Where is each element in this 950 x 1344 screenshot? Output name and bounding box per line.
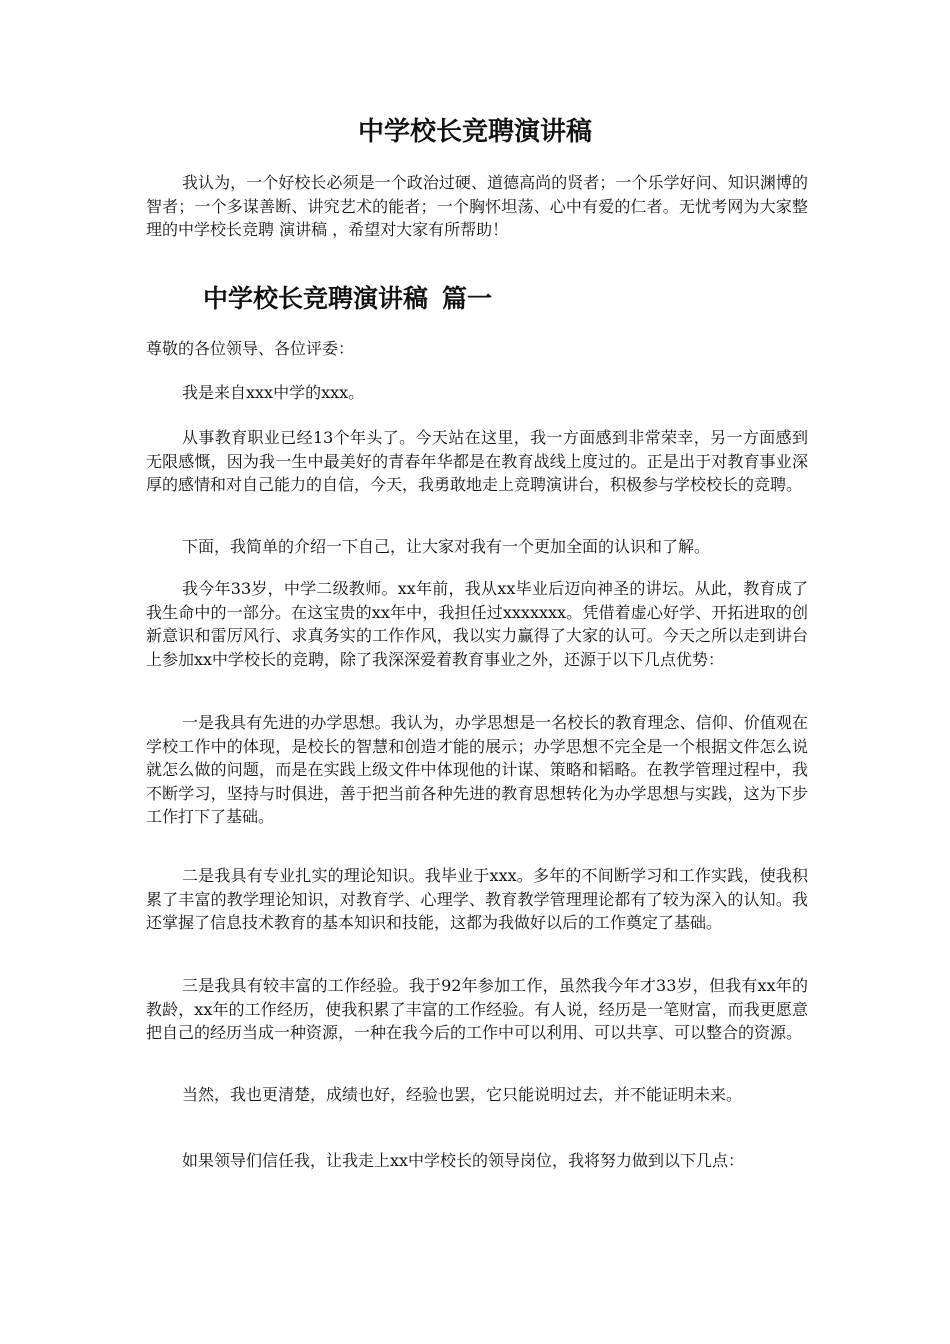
paragraph-block-1 xyxy=(146,381,808,405)
paragraph-block-0 xyxy=(146,337,808,361)
paragraph-block-4 xyxy=(146,577,808,671)
paragraph-block-8 xyxy=(146,1083,808,1107)
intro-block xyxy=(146,171,808,242)
paragraph-block-7 xyxy=(146,974,808,1045)
body-paragraph: 下面，我简单的介绍一下自己，让大家对我有一个更加全面的认识和了解。 xyxy=(182,537,711,556)
paragraph-block-5 xyxy=(146,711,808,829)
body-paragraph: 从事教育职业已经13个年头了。今天站在这里，我一方面感到非常荣幸，另一方面感到无限感慨，因为我一生中最美好的青春年华都是在教育战线上度过的。正是出于对教育事业深厚的感情和对自己能力的自信，今天，我勇敢地走上竞聘演讲台，积极参与学校校长的竞聘。 xyxy=(146,428,808,494)
body-paragraph: 三是我具有较丰富的工作经验。我于92年参加工作，虽然我今年才33岁，但我有xx年的教龄，xx年的工作经历，使我积累了丰富的工作经验。有人说，经历是一笔财富，而我更愿意把自己的经历当成一种资源，一种在我今后的工作中可以利用、可以共享、可以整合的资源。 xyxy=(146,976,808,1042)
paragraph-block-2 xyxy=(146,426,808,497)
body-paragraph: 如果领导们信任我，让我走上xx中学校长的领导岗位，我将努力做到以下几点： xyxy=(182,1151,745,1170)
paragraph-block-9 xyxy=(146,1149,808,1173)
body-paragraph: 我是来自xxx中学的xxx。 xyxy=(182,383,365,402)
section-heading-title: 中学校长竞聘演讲稿 xyxy=(203,284,429,313)
paragraph-block-3 xyxy=(146,535,808,559)
body-paragraph: 当然，我也更清楚，成绩也好，经验也罢，它只能说明过去，并不能证明未来。 xyxy=(182,1085,743,1104)
body-paragraph: 我今年33岁，中学二级教师。xx年前，我从xx毕业后迈向神圣的讲坛。从此，教育成了我生命中的一部分。在这宝贵的xx年中，我担任过xxxxxxx。凭借着虚心好学、开拓进取的创新意识和雷厉风行、求真务实的工作作风，我以实力赢得了大家的认可。今天之所以走到讲台上参加xx中学校长的竞聘，除了我深深爱着教育事业之外，还源于以下几点优势： xyxy=(146,579,808,669)
paragraph-block-6 xyxy=(146,864,808,935)
intro-paragraph: 我认为，一个好校长必须是一个政治过硬、道德高尚的贤者；一个乐学好问、知识渊博的智者；一个多谋善断、讲究艺术的能者；一个胸怀坦荡、心中有爱的仁者。无忧考网为大家整理的中学校长竞聘 演讲稿 ，希望对大家有所帮助！ xyxy=(146,173,808,239)
body-paragraph: 二是我具有专业扎实的理论知识。我毕业于xxx。多年的不间断学习和工作实践，使我积累了丰富的教学理论知识，对教育学、心理学、教育教学管理理论都有了较为深入的认知。我还掌握了信息技术教育的基本知识和技能，这都为我做好以后的工作奠定了基础。 xyxy=(146,866,808,932)
section-heading xyxy=(203,280,492,318)
document-title: 中学校长竞聘演讲稿 xyxy=(357,117,592,147)
salutation-paragraph: 尊敬的各位领导、各位评委： xyxy=(146,339,355,358)
section-heading-label: 篇一 xyxy=(442,284,493,313)
body-paragraph: 一是我具有先进的办学思想。我认为，办学思想是一名校长的教育理念、信仰、价值观在学校工作中的体现，是校长的智慧和创造才能的展示；办学思想不完全是一个根据文件怎么说就怎么做的问题，而是在实践上级文件中体现他的计谋、策略和韬略。在教学管理过程中，我不断学习，坚持与时俱进，善于把当前各种先进的教育思想转化为办学思想与实践，这为下步工作打下了基础。 xyxy=(146,713,808,826)
